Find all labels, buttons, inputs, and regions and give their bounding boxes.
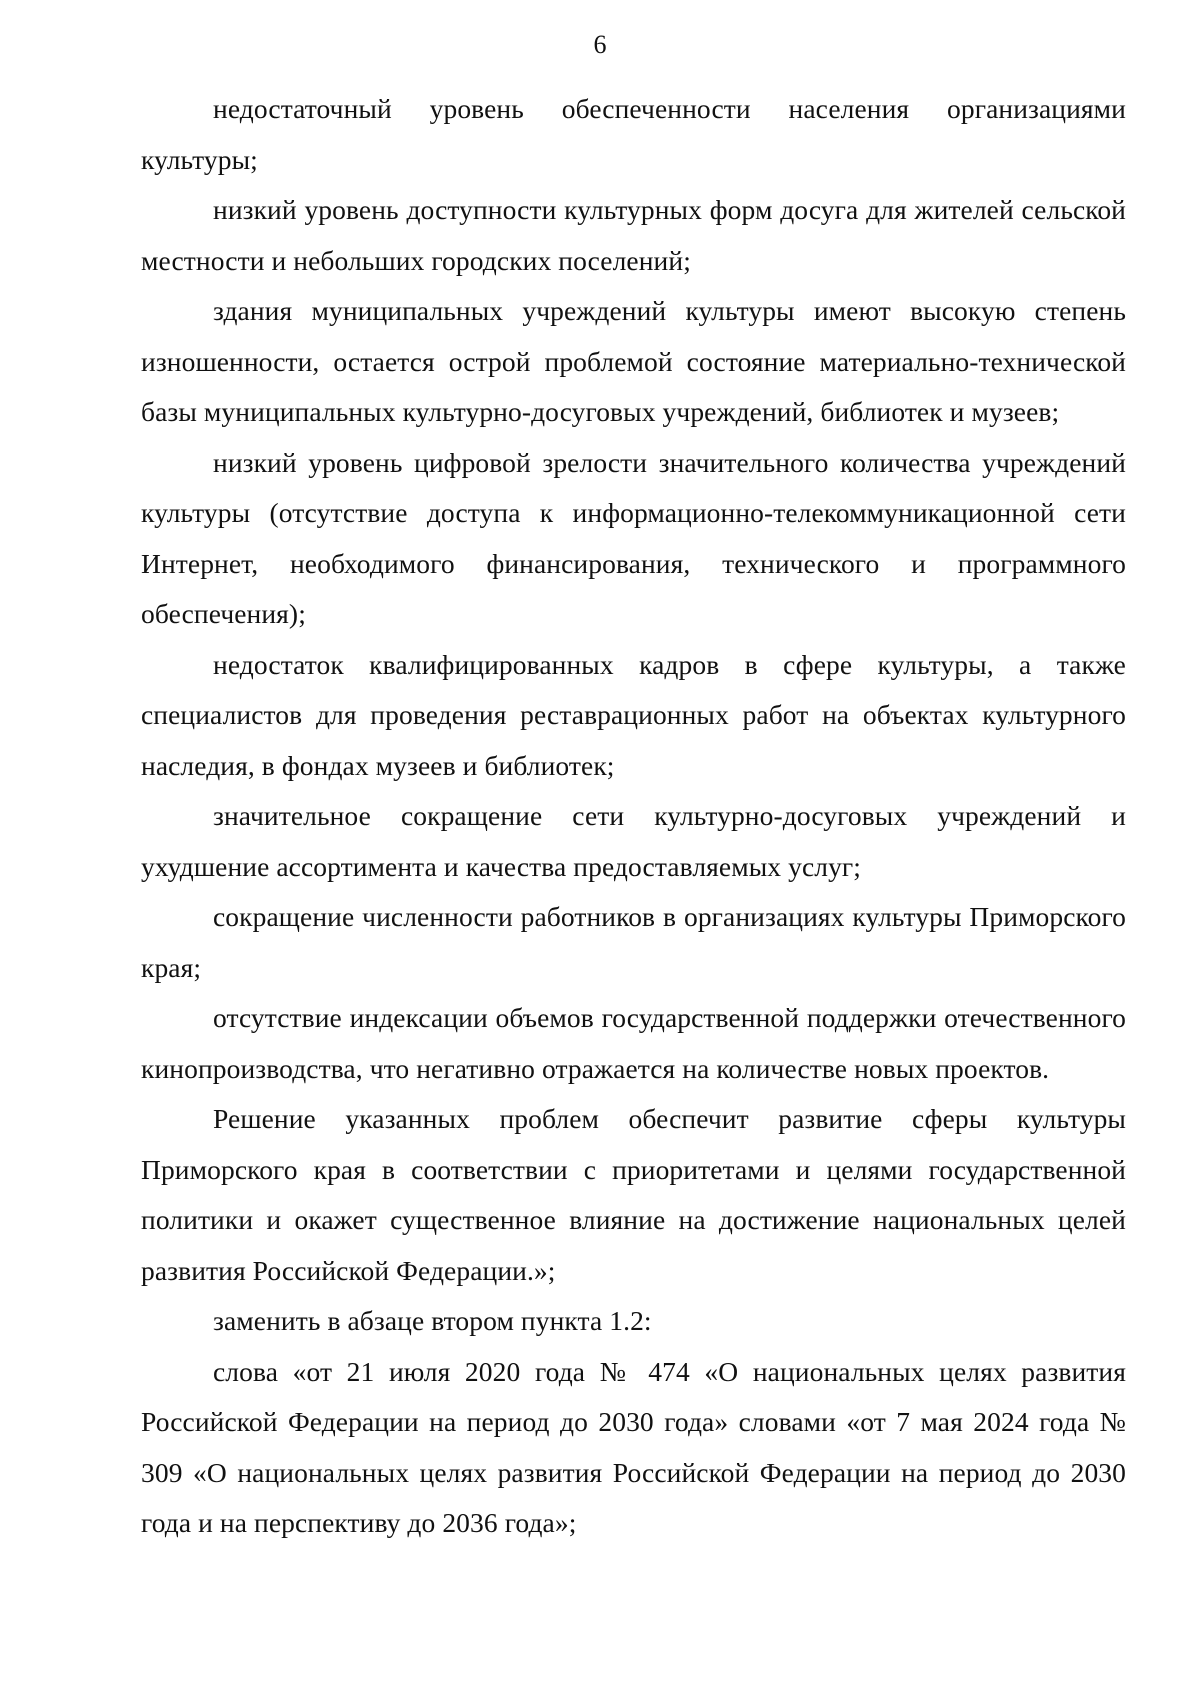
paragraph-film-support: отсутствие индексации объемов государственной поддержки отечественного кинопроизводства, что негативно отражается на количестве новых проектов. [141, 1002, 1126, 1084]
page-number: 6 [593, 30, 607, 59]
paragraph-digital-maturity: низкий уровень цифровой зрелости значительного количества учреждений культуры (отсутствие доступа к информационно-телекоммуникационной сети Интернет, необходимого финансирования, технического и программного обеспечения); [141, 446, 1126, 629]
paragraph-rural-access: низкий уровень доступности культурных форм досуга для жителей сельской местности и небольших городских поселений; [141, 194, 1126, 276]
paragraph-building-condition: здания муниципальных учреждений культуры имеют высокую степень изношенности, остается острой проблемой состояние материально-технической базы муниципальных культурно-досуговых учреждений, библиотек и музеев; [141, 295, 1126, 427]
paragraph-staff-shortage: недостаток квалифицированных кадров в сфере культуры, а также специалистов для проведения реставрационных работ на объектах культурного наследия, в фондах музеев и библиотек; [141, 648, 1126, 781]
paragraph-replace-words: слова «от 21 июля 2020 года № 474 «О национальных целях развития Российской Федерации на период до 2030 года» словами «от 7 мая 2024 года № 309 «О национальных целях развития Российской Федерации на период до 2030 года и на перспективу до 2036 года»; [141, 1355, 1126, 1538]
paragraph-workforce-reduction: сокращение численности работников в организациях культуры Приморского края; [141, 901, 1126, 983]
paragraph-solution: Решение указанных проблем обеспечит развитие сферы культуры Приморского края в соответствии с приоритетами и целями государственной политики и окажет существенное влияние на достижение национальных целей развития Российской Федерации.»; [141, 1103, 1126, 1286]
paragraph-replace-instruction: заменить в абзаце втором пункта 1.2: [213, 1305, 652, 1336]
paragraph-culture-organizations: недостаточный уровень обеспеченности населения организациями культуры; [141, 93, 1126, 175]
document-body [141, 84, 1126, 1549]
paragraph-network-reduction: значительное сокращение сети культурно-досуговых учреждений и ухудшение ассортимента и качества предоставляемых услуг; [141, 800, 1126, 882]
